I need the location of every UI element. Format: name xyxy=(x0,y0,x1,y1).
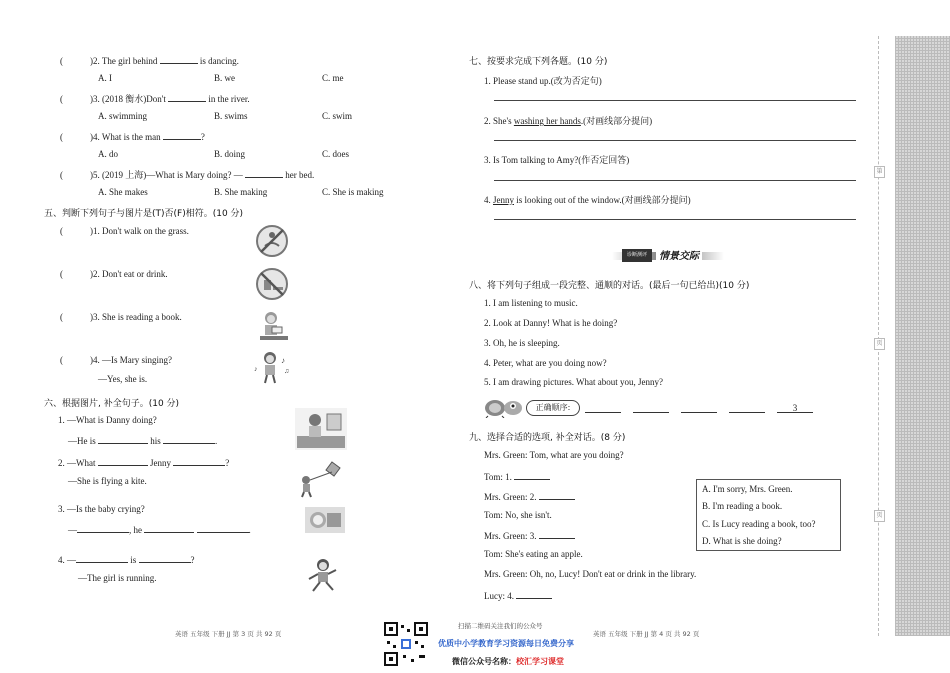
account-label: 微信公众号名称： xyxy=(452,657,516,666)
qr-code[interactable] xyxy=(383,621,429,667)
q-text: (2018 衡水)Don't xyxy=(102,94,166,104)
blank[interactable] xyxy=(77,523,129,533)
answer-line[interactable] xyxy=(494,100,856,101)
s8-line-3: 3. Oh, he is sleeping. xyxy=(484,338,560,348)
q2-row xyxy=(60,54,239,66)
binding-tab: 页 xyxy=(874,510,885,522)
girl-reading-picture xyxy=(256,308,292,344)
s8-line-1: 1. I am listening to music. xyxy=(484,298,578,308)
account-name: 校汇学习课堂 xyxy=(516,657,564,666)
binding-strip xyxy=(895,36,950,636)
underlined-text: Jenny xyxy=(493,195,514,205)
option-c[interactable]: C. does xyxy=(322,149,349,159)
option-a[interactable]: A. do xyxy=(98,149,118,159)
text: Mrs. Green: 3. xyxy=(484,531,537,541)
text: —He is xyxy=(68,436,96,446)
text: Tom: 1. xyxy=(484,472,512,482)
text: — xyxy=(68,525,77,535)
blank[interactable] xyxy=(539,529,575,539)
option-d[interactable]: D. What is she doing? xyxy=(702,536,782,546)
judge-item-1 xyxy=(60,226,189,236)
text: Mrs. Green: 2. xyxy=(484,492,537,502)
blank[interactable] xyxy=(98,434,148,444)
s6-q2-answer: —She is flying a kite. xyxy=(68,476,147,486)
answer-paren[interactable]: ( xyxy=(60,56,63,66)
q-text: The girl behind xyxy=(101,56,158,66)
q4-row xyxy=(60,130,205,142)
blank[interactable] xyxy=(163,130,201,140)
item-text: )3. She is reading a book. xyxy=(90,312,182,322)
baby-crying-picture xyxy=(305,507,345,533)
order-label: 正确顺序: xyxy=(526,400,580,416)
right-page-footer: 英语 五年级 下册 JJ 第 4 页 共 92 页 xyxy=(593,630,700,638)
left-page-footer: 英语 五年级 下册 JJ 第 3 页 共 92 页 xyxy=(175,630,282,638)
section-8-title: 八、将下列句子组成一段完整、通顺的对话。(最后一句已给出)(10 分) xyxy=(469,281,750,291)
judge-item-4 xyxy=(60,355,172,365)
q-text: in the river. xyxy=(208,94,250,104)
svg-text:♫: ♫ xyxy=(284,367,290,375)
text: 2. She's xyxy=(484,116,514,126)
bugs-cartoon-icon xyxy=(482,396,524,418)
q3-row xyxy=(60,92,250,105)
item-text: )2. Don't eat or drink. xyxy=(90,269,168,279)
s7-q1: 1. Please stand up.(改为否定句) xyxy=(484,76,602,86)
blank[interactable] xyxy=(139,553,191,563)
option-a[interactable]: A. I xyxy=(98,73,112,83)
dialog-line-6: Tom: She's eating an apple. xyxy=(484,549,583,559)
no-walking-on-grass-sign-icon xyxy=(255,224,289,258)
s7-q4 xyxy=(484,193,691,206)
q-text: her bed. xyxy=(285,170,315,180)
option-c[interactable]: C. swim xyxy=(322,111,353,121)
blank[interactable] xyxy=(168,92,206,102)
blank[interactable] xyxy=(98,456,148,466)
blank[interactable] xyxy=(163,434,218,446)
text: ? xyxy=(225,458,230,468)
text: his xyxy=(150,436,161,446)
q-text: ? xyxy=(200,132,205,142)
judge-item-3 xyxy=(60,312,182,322)
order-blank-2[interactable] xyxy=(633,403,669,413)
blank[interactable] xyxy=(144,523,194,533)
s6-q4-answer: —The girl is running. xyxy=(78,573,157,583)
underlined-text: washing her hands xyxy=(513,116,581,126)
q-number: )2. xyxy=(90,56,100,66)
judge-item-2 xyxy=(60,269,168,279)
option-c[interactable]: C. She is making xyxy=(322,187,384,197)
dialog-line-5 xyxy=(484,529,575,541)
binding-tab: 第 xyxy=(874,166,885,178)
text: Lucy: 4. xyxy=(484,591,514,601)
option-b[interactable]: B. swims xyxy=(214,111,248,121)
blank[interactable] xyxy=(160,54,198,64)
q-number: )4. xyxy=(90,132,100,142)
answer-line[interactable] xyxy=(494,140,856,141)
s6-q1-question: 1. —What is Danny doing? xyxy=(58,415,157,425)
q-text: (2019 上海)—What is Mary doing? — xyxy=(102,170,243,180)
order-blank-3[interactable] xyxy=(681,403,717,413)
qr-scan-label: 扫描二维码关注我们的公众号 xyxy=(458,622,543,630)
answer-line[interactable] xyxy=(494,219,856,220)
binding-dashed-line xyxy=(878,36,879,636)
dialog-line-4: Tom: No, she isn't. xyxy=(484,510,552,520)
answer-paren[interactable]: ( xyxy=(60,355,63,365)
answer-line[interactable] xyxy=(494,180,856,181)
no-eating-drinking-sign-icon xyxy=(255,267,289,301)
item-text: )1. Don't walk on the grass. xyxy=(90,226,189,236)
text: Jenny xyxy=(150,458,171,468)
q-number: )5. xyxy=(90,170,100,180)
option-c[interactable]: C. Is Lucy reading a book, too? xyxy=(702,519,816,529)
text: ? xyxy=(190,555,195,565)
answer-paren[interactable]: ( xyxy=(60,269,63,279)
blank[interactable] xyxy=(245,168,283,178)
item4-answer: —Yes, she is. xyxy=(98,374,148,384)
dialog-line-8 xyxy=(484,589,552,601)
option-b[interactable]: B. I'm reading a book. xyxy=(702,501,783,511)
answer-paren[interactable]: ( xyxy=(60,132,63,142)
text: is xyxy=(130,555,137,565)
blank[interactable] xyxy=(173,456,225,466)
dialog-line-3 xyxy=(484,490,575,502)
dialog-line-7: Mrs. Green: Oh, no, Lucy! Don't eat or drink in the library. xyxy=(484,569,697,579)
girl-flying-kite-picture xyxy=(296,460,342,498)
blank[interactable] xyxy=(514,470,550,480)
order-last-given: 3 xyxy=(777,403,813,413)
promo-text: 优质中小学教育学习资源每日免费分享 xyxy=(438,639,574,648)
blank[interactable] xyxy=(516,589,552,599)
boy-washing-face-picture xyxy=(295,408,347,450)
text: .(对画线部分提问) xyxy=(580,116,653,126)
q-number: )3. xyxy=(90,94,100,104)
item-text: )4. —Is Mary singing? xyxy=(90,355,172,365)
section-6-title: 六、根据图片, 补全句子。(10 分) xyxy=(44,399,180,409)
order-blank-4[interactable] xyxy=(729,403,765,413)
section-7-title: 七、按要求完成下列各题。(10 分) xyxy=(469,57,608,67)
answer-paren[interactable]: ( xyxy=(60,94,63,104)
answer-paren[interactable]: ( xyxy=(60,226,63,236)
q-text: is dancing. xyxy=(199,56,239,66)
s6-q2-question xyxy=(58,456,229,468)
s6-q3-question: 3. —Is the baby crying? xyxy=(58,504,145,514)
option-a[interactable]: A. I'm sorry, Mrs. Green. xyxy=(702,484,793,494)
girl-singing-picture xyxy=(252,349,292,385)
account-line xyxy=(452,656,564,667)
banner-small-label: 诊断测评 xyxy=(622,249,652,262)
option-b[interactable]: B. we xyxy=(214,73,235,83)
answer-paren[interactable]: ( xyxy=(60,312,63,322)
s6-q4-question xyxy=(58,553,195,565)
svg-text:♪: ♪ xyxy=(254,365,258,373)
dialog-line-1: Mrs. Green: Tom, what are you doing? xyxy=(484,450,624,460)
section-5-title: 五、判断下列句子与图片是(T)否(F)相符。(10 分) xyxy=(44,209,244,219)
s6-q3-answer xyxy=(68,523,251,535)
girl-running-picture xyxy=(303,557,343,593)
option-c[interactable]: C. me xyxy=(322,73,344,83)
q5-row xyxy=(60,168,314,181)
section-9-title: 九、选择合适的选项, 补全对话。(8 分) xyxy=(469,433,626,443)
s7-q2 xyxy=(484,114,652,127)
s8-line-2: 2. Look at Danny! What is he doing? xyxy=(484,318,618,328)
answer-paren[interactable]: ( xyxy=(60,170,63,180)
section-banner xyxy=(612,249,724,263)
order-blank-1[interactable] xyxy=(585,403,621,413)
blank[interactable] xyxy=(539,490,575,500)
text: . xyxy=(248,525,251,535)
option-b[interactable]: B. doing xyxy=(214,149,246,159)
option-a[interactable]: A. She makes xyxy=(98,187,148,197)
text: 4. xyxy=(484,195,493,205)
s6-q1-answer xyxy=(68,434,217,446)
blank[interactable] xyxy=(197,523,249,533)
text: 2. —What xyxy=(58,458,96,468)
text: , he xyxy=(129,525,142,535)
q-text: What is the man xyxy=(101,132,161,142)
binding-tab: 页 xyxy=(874,338,885,350)
banner-title: 情景交际 xyxy=(656,247,702,262)
text: is looking out of the window.(对画线部分提问) xyxy=(514,195,691,205)
option-b[interactable]: B. She making xyxy=(214,187,268,197)
option-a[interactable]: A. swimming xyxy=(98,111,148,121)
s7-q3: 3. Is Tom talking to Amy?(作否定回答) xyxy=(484,155,630,165)
text: . xyxy=(215,436,218,446)
svg-text:♪: ♪ xyxy=(281,356,285,365)
text: 4. — xyxy=(58,555,76,565)
s8-line-4: 4. Peter, what are you doing now? xyxy=(484,358,607,368)
s8-line-5: 5. I am drawing pictures. What about you, Jenny? xyxy=(484,377,664,387)
dialog-line-2 xyxy=(484,470,550,482)
blank[interactable] xyxy=(76,553,128,563)
